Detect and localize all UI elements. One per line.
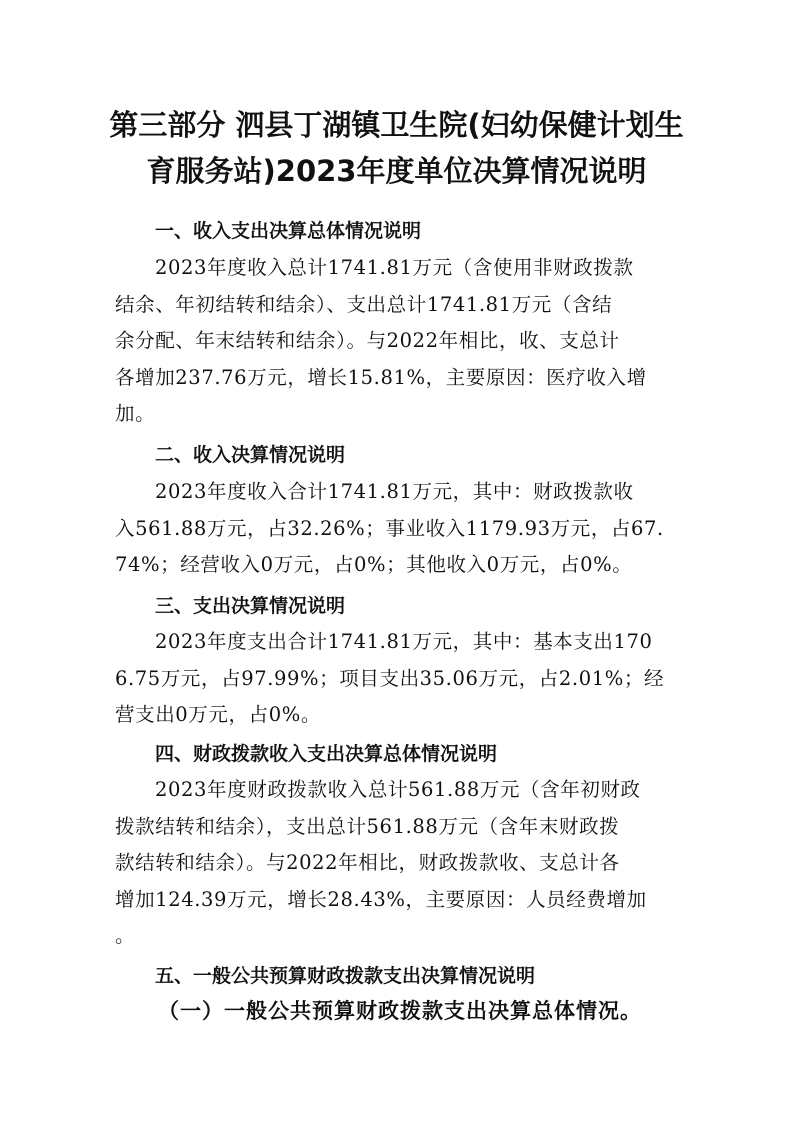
page-title (100, 102, 693, 194)
section-2-heading: 二、收入决算情况说明 (155, 444, 346, 466)
section-1-heading: 一、收入支出决算总体情况说明 (155, 220, 422, 242)
paragraph-line: 营支出0万元，占0%。 (115, 703, 321, 726)
title-line-1: 第三部分 泗县丁湖镇卫生院(妇幼保健计划生 (109, 108, 684, 142)
section-1-paragraph (115, 250, 685, 433)
paragraph-line: 加。 (115, 402, 156, 425)
paragraph-line: 余分配、年末结转和结余）。与2022年相比，收、支总计 (115, 329, 620, 352)
section-4-paragraph (115, 772, 685, 955)
title-line-2: 育服务站)2023年度单位决算情况说明 (146, 154, 647, 188)
paragraph-line: 2023年度收入合计1741.81万元，其中：财政拨款收 (155, 480, 634, 503)
paragraph-line: 2023年度收入总计1741.81万元（含使用非财政拨款 (155, 256, 634, 279)
paragraph-line: 2023年度财政拨款收入总计561.88万元（含年初财政 (155, 778, 641, 801)
section-5-heading: 五、一般公共预算财政拨款支出决算情况说明 (155, 965, 536, 987)
section-3-paragraph (115, 624, 685, 734)
paragraph-line: 拨款结转和结余），支出总计561.88万元（含年末财政拨 (115, 814, 620, 838)
paragraph-line: 结余、年初结转和结余）、支出总计1741.81万元（含结 (115, 292, 613, 316)
section-3-heading: 三、支出决算情况说明 (155, 595, 346, 617)
paragraph-line: 2023年度支出合计1741.81万元，其中：基本支出170 (155, 630, 653, 653)
paragraph-line: 6.75万元，占97.99%；项目支出35.06万元，占2.01%；经 (115, 666, 665, 690)
paragraph-line: 增加124.39万元，增长28.43%，主要原因：人员经费增加 (115, 887, 647, 911)
paragraph-line: 各增加237.76万元，增长15.81%，主要原因：医疗收入增 (115, 365, 647, 389)
paragraph-line: 入561.88万元，占32.26%；事业收入1179.93万元，占67. (115, 516, 664, 540)
paragraph-line: 。 (115, 924, 136, 947)
paragraph-line: 74%；经营收入0万元，占0%；其他收入0万元，占0%。 (115, 553, 633, 576)
paragraph-line: 款结转和结余）。与2022年相比，财政拨款收、支总计各 (115, 851, 620, 874)
section-4-heading: 四、财政拨款收入支出决算总体情况说明 (155, 743, 498, 765)
section-5-subheading: （一）一般公共预算财政拨款支出决算总体情况。 (158, 998, 642, 1023)
section-2-paragraph (115, 474, 685, 584)
